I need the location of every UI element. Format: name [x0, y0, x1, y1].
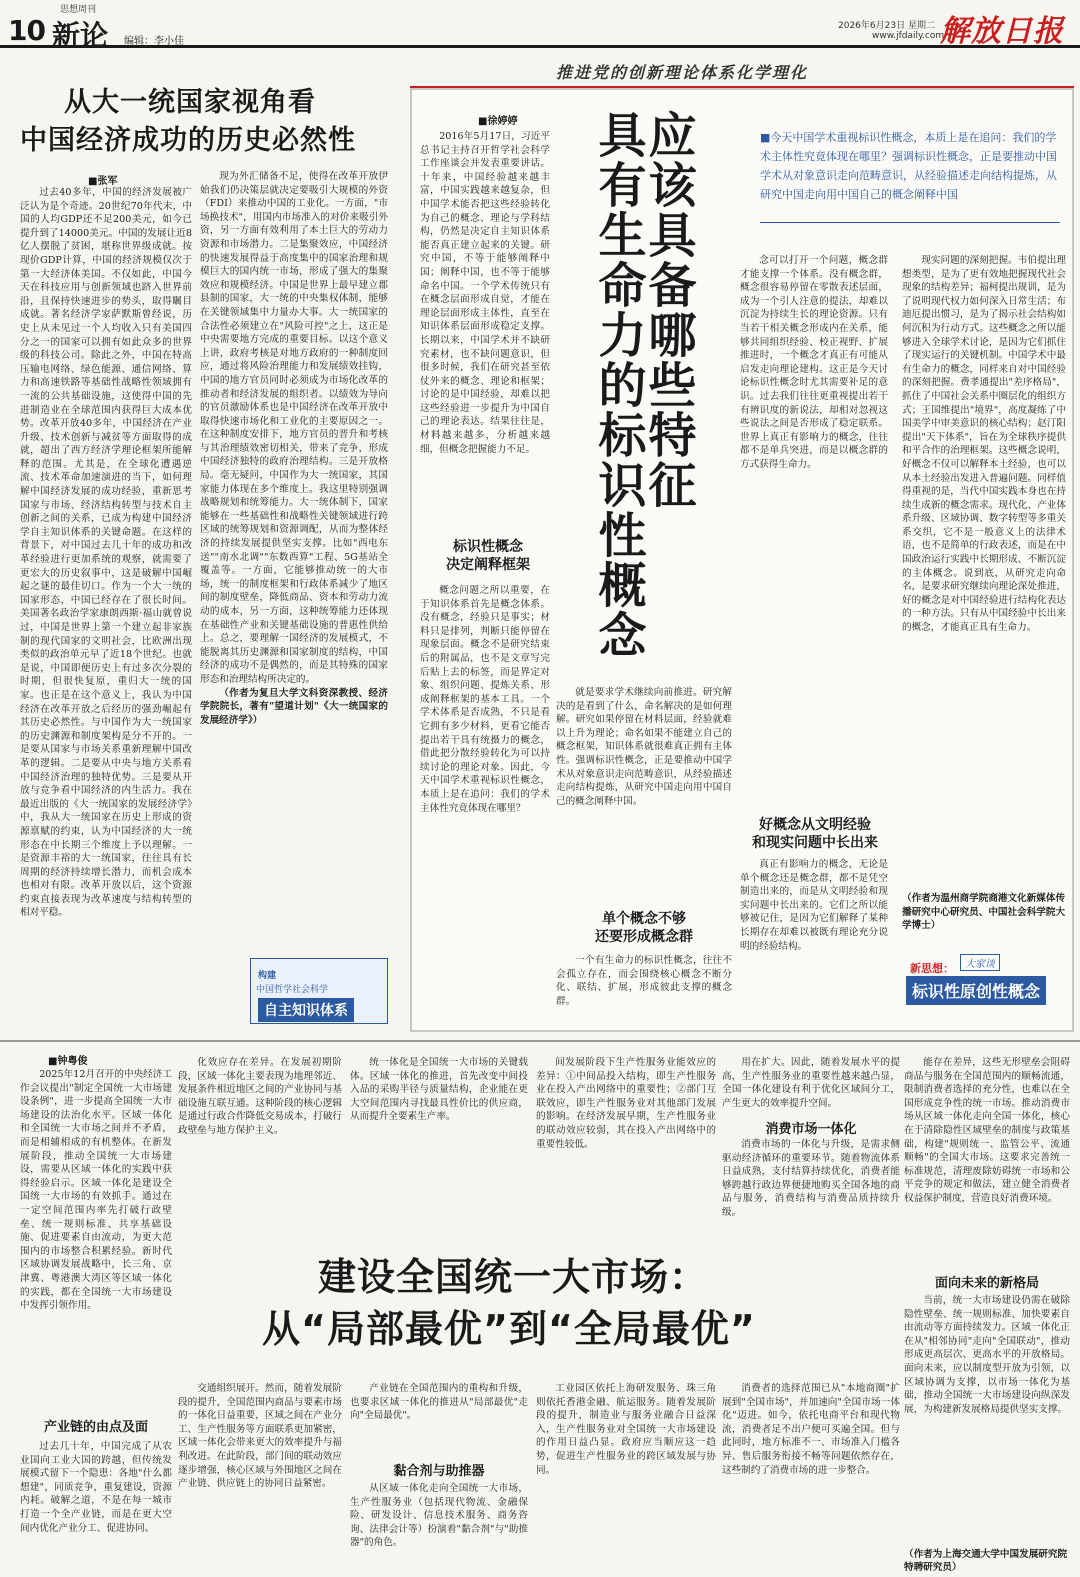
boxed-article-column-1b [420, 584, 550, 1004]
paragraph: 交通组织展开。然而，随着发展阶段的提升，全国范围内商品与要素市场的一体化日益重要，区域之间在产业分工、生产性服务等方面联系更加紧密，区域一体化会带来更大的效率提升与福利改进。在此阶段，部门间的联动效应逐步增强，核心区域与外围地区之间在产业链、供应链上的协同日益紧密。 [178, 1383, 342, 1490]
boxed-article-column-4 [902, 254, 1066, 926]
bottom-column-5b [722, 1138, 900, 1234]
boxed-article-column-2b [556, 954, 732, 1006]
tag-label: 新思想： [910, 962, 954, 975]
boxed-article-column-3b [740, 858, 888, 1008]
boxed-article-lead: ■今天中国学术重视标识性概念，本质上是在追问：我们的学术主体性究竟体现在哪里？强调标识性概念，正是要推动中国学术从对象意识走向范畴意识，从经验描述走向结构提炼，从研究中国走向用中国自己的概念阐释中国 [760, 131, 1057, 201]
paragraph: 统一体化是全国统一大市场的关键载体。区域一体化的推进，首先改变中间投入品的采购半径与质量结构，企业能在更大空间范围内寻找最具性价比的供应商，从而提升全要素生产率。 [350, 1057, 528, 1123]
issue-date: 2026年6月23日 星期二 [838, 21, 935, 31]
bottom-column-3c [350, 1482, 528, 1574]
paragraph: 一个有生命力的标识性概念，往往不会孤立存在，而会围绕核心概念不断分化、联结、扩展，形成彼此支撑的概念群。 [556, 955, 732, 1006]
paragraph: 从区域一体化走向全国统一大市场，生产性服务业（包括现代物流、金融保险、研发设计、信息技术服务、商务咨询、法律会计等）扮演着"黏合剂"与"助推器"的角色。 [350, 1483, 528, 1549]
left-article-column-1 [20, 186, 192, 1032]
paragraph: 当前，统一大市场建设仍需在破除隐性壁垒、统一规则标准、加快要素自由流动等方面持续发力。区域一体化正在从"相邻协同"走向"全国联动"，推动形成更高层次、更高水平的开放格局。面向未来，应以制度型开放为引领，以区域协调为支撑，以市场一体化为基础，推动全国统一大市场建设向纵深发展，为构建新发展格局提供坚实支撑。 [904, 1295, 1070, 1415]
paragraph: 现实问题的深刻把握。韦伯提出理想类型，是为了更有效地把握现代社会现象的结构差异；福柯提出规训，是为了说明现代权力如何深入日常生活；布迪厄提出惯习，是为了揭示社会结构如何沉积为行动方式。这些概念之所以能够进入全球学术讨论，是因为它们抓住了现实运行的关键机制。中国学术中最有生命力的概念，同样来自对中国经验的深刻把握。费孝通提出"差序格局"，抓住了中国社会关系中圈层化的组织方式；王国维提出"境界"，高度凝练了中国美学中审美意识的核心结构；赵汀阳提出"天下体系"，旨在为全球秩序提供和平合作的治理框架。这些概念说明，好概念不仅可以解释本土经验，也可以从本土经验出发进入普遍问题。同样值得重视的是，当代中国实践本身也在持续生成新的概念需求。现代化、产业体系升级、区域协调、数字转型等多重关系交织，它不是一般意义上的法律术语，也不是简单的行政表述，而是在中国政治运行实践中长期形成、不断沉淀的主体概念。说到底，从研究走向命名，是要求研究继续向理论深处推进，好的概念是对中国经验进行结构化表达的一种方法。只有从中国经验中长出来的概念，才能真正具有生命力。 [902, 255, 1066, 634]
boxed-article-title-col1: 应该具备哪些特征 [640, 110, 696, 510]
left-article-title-line2: 中国经济成功的历史必然性 [20, 125, 356, 156]
series-brand-line2: 中国哲学社会科学 [256, 985, 329, 995]
bottom-column-2b [178, 1382, 342, 1574]
bottom-subheading-5: 消费市场一体化 [765, 1122, 857, 1137]
bottom-column-4 [536, 1056, 716, 1232]
paragraph: 2025年12月召开的中央经济工作会议提出"制定全国统一大市场建设条例"，进一步提高全国统一大市场建设的法治化水平。区域一体化和全国统一大市场之间并不矛盾，而是相辅相成的有机整体。在新发展阶段，推动全国统一大市场建设，需要从区域一体化的实践中获得经验启示。区域一体化是建设全国统一大市场的有效抓手。通过在一定空间范围内率先打破行政壁垒、统一规则标准、共享基础设施、促进要素自由流动，为更大范围内的市场整合积累经验。新时代区域协调发展战略中，长三角、京津冀、粤港澳大湾区等区域一体化的实践，都在全国统一大市场建设中发挥引领作用。 [20, 1069, 172, 1312]
bottom-column-4b [536, 1382, 716, 1574]
paragraph: 就是要求学术继续向前推进。研究解决的是看到了什么，命名解决的是如何理解。研究如果停留在材料层面，经验就难以上升为理论；命名如果不能建立自己的概念框架，知识体系就很难真正拥有主体性。强调标识性概念，正是要推动中国学术从对象意识走向范畴意识，从经验描述走向结构提炼，从研究中国走向用中国自己的概念阐释中国。 [556, 687, 732, 807]
weekly-caption: 思想周刊 [60, 5, 97, 15]
bottom-column-1 [20, 1068, 172, 1402]
bottom-column-3b [350, 1382, 528, 1446]
bottom-subheading-3: 黏合剂与助推器 [393, 1464, 485, 1479]
paragraph: 概念问题之所以重要，在于知识体系首先是概念体系。没有概念，经验只是事实；材料只是排列，判断只能停留在现象层面。概念不是研究结束后的附属品，也不是文章写完后贴上去的标签，而是界定对象、组织问题、提炼关系、形成阐释框架的基本工具。一个学术体系是否成熟，不只是看它拥有多少材料，更看它能否提出若干具有统摄力的概念，借此把分散经验转化为可以持续讨论的理论对象。因此，今天中国学术重视标识性概念，本质上是在追问：我们的学术主体性究竟体现在哪里？ [420, 585, 550, 814]
paragraph: 消费者的选择范围已从"本地商圈"扩展到"全国市场"，并加速向"全国市场一体化"迈进。如今，依托电商平台和现代物流，消费者足不出户便可买遍全国。但与此同时，地方标准不一、市场准入门槛各异、售后服务衔接不畅等问题依然存在，这些制约了消费市场的进一步整合。 [722, 1383, 900, 1476]
paragraph: 化效应存在差异。在发展初期阶段，区域一体化主要表现为地理邻近、发展条件相近地区之间的产业协同与基础设施互联互通。这种阶段的核心逻辑是通过行政合作降低交易成本，打破行政壁垒与地方保护主义。 [178, 1057, 342, 1136]
section-divider [0, 1040, 1080, 1042]
bottom-column-6 [904, 1056, 1070, 1262]
paragraph: 消费市场的一体化与升级，是需求侧驱动经济循环的重要环节。随着物流体系日益成熟，支付结算持续优化，消费者能够跨越行政边界便捷地购买全国各地的商品与服务，消费结构与消费品质持续升级。 [722, 1139, 900, 1218]
paragraph: 过去几十年，中国完成了从农业国向工业大国的跨越，但传统发展模式留下一个隐患：各地"什么都想建"，同质竞争，重复建设，资源内耗。破解之道，不是在每一城市打造一个全产业链，而是在更大空间内优化产业分工、促进协同。 [20, 1441, 172, 1534]
paragraph: 2016年5月17日，习近平总书记主持召开哲学社会科学工作座谈会并发表重要讲话。十年来，中国经验越来越丰富，中国实践越来越复杂，但中国学术能否把这些经验转化为自己的概念、理论与学科结构，仍然是决定自主知识体系能否真正建立起来的关键。研究中国，不等于能够阐释中国；阐释中国，也不等于能够命名中国。一个学术传统只有在概念层面形成自觉，才能在理论层面形成主体性，直至在知识体系层面形成稳定支撑。长期以来，中国学术并不缺研究素材，也不缺问题意识，但很多时候，我们在研究甚至依仗外来的概念、理论和框架；讨论的是中国经验，却难以把这些经验进一步提升为中国自己的理论表达。结果往往是，材料越来越多，分析越来越细，但概念把握能力不足。 [420, 131, 550, 455]
paragraph: 能存在差异，这些无形壁垒会阻碍商品与服务在全国范围内的顺畅流通，限制消费者选择的充分性，也难以在全国形成竞争性的统一市场。推动消费市场从区域一体化走向全国一体化，核心在于清除隐性区域壁垒的制度与政策基础，构建"规则统一、监管公平、流通顺畅"的全国大市场。这要求完善统一标准规范，清理废除妨碍统一市场和公平竞争的规定和做法，建立健全消费者权益保护制度，营造良好消费环境。 [904, 1057, 1070, 1204]
paragraph: 产业链在全国范围内的重构和升级，也要求区域一体化的推进从"局部最优"走向"全局最优"。 [350, 1383, 528, 1422]
bottom-column-6b [904, 1294, 1070, 1546]
series-brand-line3: 自主知识体系 [258, 998, 354, 1022]
author-note: （作者为复旦大学文科资深教授、经济学院院长，著有"望道计划"《大一统国家的发展经济学》） [200, 687, 388, 726]
bottom-author-note: （作者为上海交通大学中国发展研究院特聘研究员） [904, 1549, 1068, 1573]
newspaper-logo: 解放日报 [940, 14, 1064, 49]
bottom-article-title-line2: 从“局部最优”到“全局最优” [262, 1307, 756, 1351]
paragraph: 间发展阶段下生产性服务业能效应的差异：①中间品投入结构，即生产性服务业在投入产出网络中的重要性；②部门互联效应，即生产性服务业对其他部门发展的影响。在经济发展早期，生产性服务业的联动效应较弱，其在投入产出网络中的重要性较低。 [536, 1057, 716, 1150]
paragraph: 真正有影响力的概念，无论是单个概念还是概念群，都不是凭空制造出来的，而是从文明经验和现实问题中长出来的。它们之所以能够被记住，是因为它们解释了某种长期存在却难以被既有理论充分说明的经验结构。 [740, 859, 888, 952]
tag-sub: 大家谈 [960, 954, 1000, 971]
bottom-column-2 [178, 1056, 342, 1232]
boxed-article-column-2 [556, 686, 732, 900]
bottom-subheading-6: 面向未来的新格局 [934, 1276, 1039, 1291]
left-article-title-line1: 从大一统国家视角看 [64, 87, 316, 118]
left-article-column-2 [200, 170, 388, 950]
bottom-subheading-1: 产业链的由点及面 [43, 1420, 148, 1435]
paragraph: 用在扩大。因此，随着发展水平的提高，生产性服务业的重要性越来越凸显，全国一体化建设有利于优化区域间分工，产生更大的效率提升空间。 [722, 1057, 900, 1109]
left-article-author: ■张军 [88, 176, 118, 187]
editor-credit: 编辑：李小佳 [124, 36, 184, 47]
bottom-column-5c [722, 1382, 900, 1574]
boxed-article-author: ■徐婷婷 [478, 116, 518, 127]
bottom-column-5 [722, 1056, 900, 1118]
paragraph: 过去40多年，中国的经济发展被广泛认为是个奇迹。20世纪70年代末，中国的人均GDP还不足200美元，如今已提升到了14000美元。中国的发展让近8亿人摆脱了贫困，堪称世界级成就。按现价GDP计算，中国的经济规模仅次于第一大经济体美国。不仅如此，中国今天在科技应用与创新领域也跻入世界前沿，且保持快速进步的势头，取得瞩目成就。著名经济学家萨默斯曾经说，历史上从未见过一个人均收入只有美国四分之一的国家可以拥有如此众多的世界级的科技公司。除此之外，中国在特高压输电网络、绿色能源、通信网络、算力和高速铁路等基础性战略性领域拥有一流的公共基础设施，这使得中国的先进制造业在全球范围内获得巨大成本优势。改革开放40多年，中国经济在产业升级、技术创新与减贫等方面取得的成就，超出了西方经济学理论框架所能解释的范围。尤其是，在全球化遭遇逆流、技术革命加速演进的当下，如何理解中国经济发展的成功经验，重新思考国家与市场、经济结构转型与技术自主创新之间的关系，已成为构建中国经济学自主知识体系的关键命题。在这样的背景下，对中国过去几十年的成功和改革经验进行更加系统的观察，就需要了更宏大的历史叙事中，这是破解中国崛起之谜的最佳切口。作为一个大一统的国家形态，中国已经存在了很长时间。美国著名政治学家康朗西斯·福山就曾说过，中国是世界上第一个建立起非家族制的现代国家的文明社会，比欧洲出现类似的政治单元早了近18个世纪。也就是说，中国即便历史上有过多次分裂的时期，但很快复原，重归大一统的国家。也正是在这个意义上，我认为中国经济在改革开放之后经历的强劲崛起有其历史必然性。与中国作为大一统国家的历史渊源和制度架构是分不开的。一是要从国家与市场关系重新理解中国改革的逻辑。二是要从中央与地方关系看中国经济治理的独特优势。三是要从开放与竞争看中国经济的内生活力。我在最近出版的《大一统国家的发展经济学》中，我从大一统国家在历史上形成的资源禀赋的约束，认为中国经济的大一统形态在中长期三个维度上予以理解。一是资源丰裕的大一统国家，往往具有长周期的经济持续增长潜力，而机会成本也相对有限。改革开放以后，这个资源约束直接表现为改革速度与结构转型的相对平稳。 [20, 187, 192, 919]
bottom-column-1b [20, 1440, 172, 1574]
lead-divider [760, 222, 1060, 223]
paragraph: 现为外汇储备不足，使得在改革开放伊始我们仍决策层就决定要吸引大规模的外资（FDI）来推动中国的工业化。一方面，"市场换技术"，用国内市场准入的对价来吸引外资，另一方面有效利用了本土巨大的劳动力资源和市场潜力。二是集聚效应，中国经济的快速发展得益于高度集中的国家治理和规模巨大的国内统一市场，形成了强大的集聚效应和规模经济。中国是世界上最早建立郡县制的国家，大一统的中央集权体制，能够在关键领域集中力量办大事。大一统国家的合法性必须建立在"风险可控"之上，这正是中央需要地方完成的重要目标。以这个意义上讲，政府考核是对地方政府的一种制度回应，通过将风险治理能力和发展绩效挂钩，中国的地方官员同时必须成为市场化改革的推动者和经济发展的组织者。以绩效为导向的官员激励体系也是中国经济在改革开放中取得快速市场化和工业化的主要原因之一。在这种制度安排下，地方官员的晋升和考核与其治理绩效密切相关，带来了竞争，形成中国经济独特的政府治理结构。三是开放格局。毫无疑问，中国作为大一统国家，其国家能力体现在多个维度上。我这里特别强调战略规划和统筹能力。大一统体制下，国家能够在一些基础性和战略性关键领域进行跨区域的统筹规划和资源调配，从而为整体经济的持续发展提供坚实支撑。比如"西电东送""南水北调""东数西算"工程、5G基站全覆盖等。一方面，它能够推动统一的大市场，统一的制度框架和行政体系减少了地区间的制度壁垒，降低商品、资本和劳动力流动的成本，另一方面，这种统筹能力还体现在基础性产业和关键基础设施的普惠性供给上。总之，要理解一国经济的发展模式，不能脱离其历史渊源和国家制度的结构，中国经济的成功不是偶然的，而是其特殊的国家形态和治理结构所决定的。 [200, 171, 388, 685]
paragraph: 念可以打开一个问题，概念群才能支撑一个体系。没有概念群，概念很容易停留在零散表述层面，成为一个引人注意的提法，却难以沉淀为持续生长的理论资源。只有当若干相关概念形成内在关系，能够共同组织经验、校正视野、扩展推进时，一个概念才真正有可能从启发走向理论建构。这正是今天讨论标识性概念时尤其需要补足的意识。过去我们往往更重视提出若干有辨识度的新说法，却相对忽视这些说法之间是否形成了稳定联系。世界上真正有影响力的概念，往往都不是单兵突进，而是以概念群的方式获得生命力。 [740, 255, 888, 470]
subheading-2: 单个概念不够 还要形成概念群 [595, 911, 693, 945]
boxed-article-column-1 [420, 130, 550, 530]
website-link[interactable]: www.jfdaily.com [872, 31, 945, 41]
bottom-article-author: ■钟粤俊 [48, 1056, 88, 1067]
bottom-column-3 [350, 1056, 528, 1232]
tag-main: 标识性原创性概念 [906, 976, 1046, 1005]
bottom-article-title-line1: 建设全国统一大市场： [318, 1255, 709, 1299]
paragraph: 工业园区依托上海研发服务、珠三角则依托香港金融、航运服务。随着发展阶段的提升，制造业与服务业融合日益深入，生产性服务业对全国统一大市场建设的作用日益凸显。政府应当顺应这一趋势，促进生产性服务业的跨区域发展与协同。 [536, 1383, 716, 1476]
boxed-article-author-note: （作者为温州商学院商港文化新媒体传播研究中心研究员、中国社会科学院大学博士） [902, 893, 1066, 932]
boxed-article-column-3 [740, 254, 888, 800]
subheading-3: 好概念从文明经验 和现实问题中长出来 [752, 817, 878, 851]
page-number: 10 [8, 14, 45, 47]
series-brand-line1: 构建 [258, 971, 277, 981]
boxed-article-title-col2: 具有生命力的标识性概念 [590, 110, 646, 660]
column-banner: 推进党的创新理论体系化学理化 [556, 63, 809, 82]
section-title: 新论 [52, 19, 109, 52]
subheading-1: 标识性概念 决定阐释框架 [446, 539, 530, 573]
